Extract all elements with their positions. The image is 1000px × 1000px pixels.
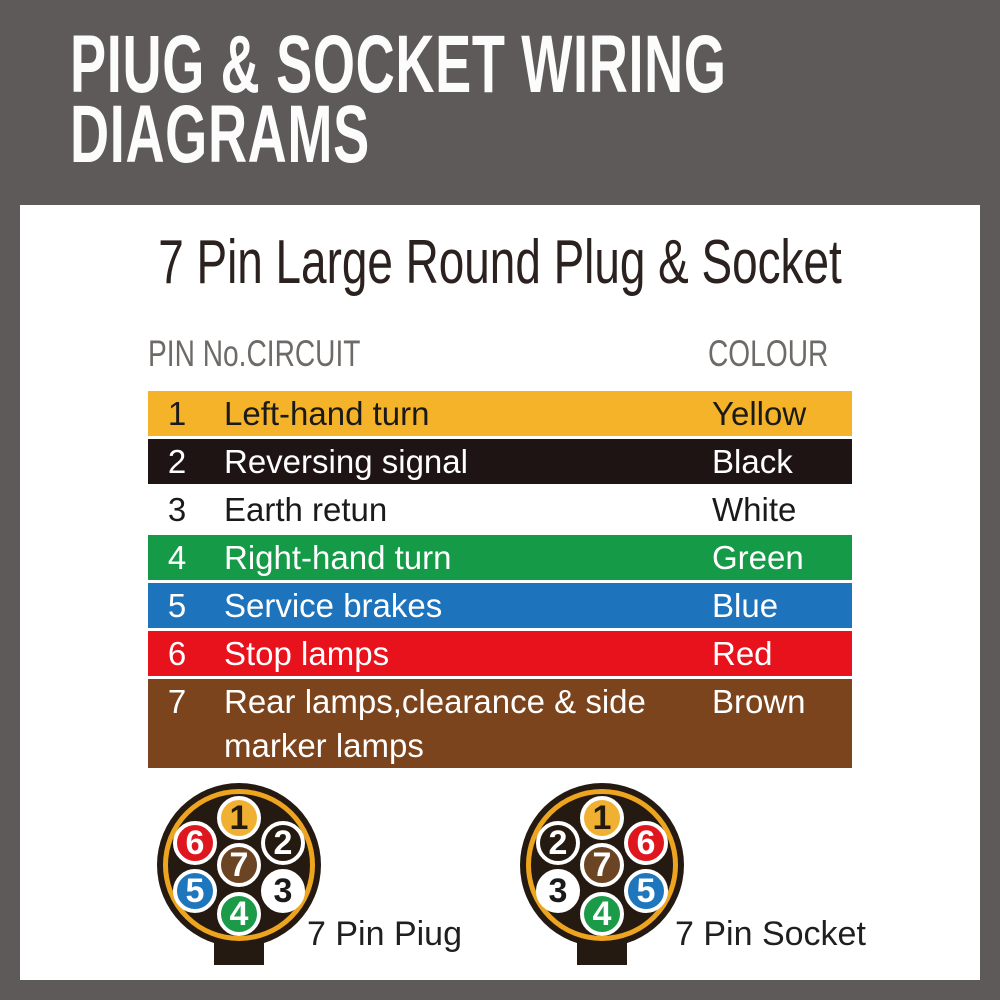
pin-number-cell: 5 bbox=[167, 587, 187, 624]
column-header-colour: COLOUR bbox=[708, 333, 829, 374]
table-row bbox=[148, 535, 852, 580]
connector-pin: 6 bbox=[624, 821, 668, 865]
banner-title-line1: PIUG & SOCKET WIRING bbox=[70, 19, 727, 110]
connector-body bbox=[520, 783, 684, 947]
pin-number-cell: 6 bbox=[167, 635, 187, 672]
connector-label: 7 Pin Socket bbox=[675, 915, 866, 953]
connector-pin: 3 bbox=[536, 869, 580, 913]
circuit-cell: Right-hand turn bbox=[224, 539, 452, 576]
connector-pin: 7 bbox=[217, 843, 261, 887]
connector-pin: 6 bbox=[173, 821, 217, 865]
table-row bbox=[148, 631, 852, 676]
colour-cell: Blue bbox=[712, 587, 779, 624]
banner-title bbox=[70, 19, 727, 180]
pin-number-cell: 3 bbox=[167, 491, 187, 528]
pin-number-cell: 4 bbox=[167, 539, 187, 576]
colour-cell: White bbox=[712, 491, 797, 528]
column-header-circuit: PIN No.CIRCUIT bbox=[148, 333, 361, 374]
circuit-cell: Service brakes bbox=[224, 587, 443, 624]
colour-cell: Red bbox=[712, 635, 773, 672]
connector-pin: 5 bbox=[173, 869, 217, 913]
pin-number-cell: 2 bbox=[167, 443, 187, 480]
connector-pin: 4 bbox=[217, 892, 261, 936]
connector-label: 7 Pin Piug bbox=[307, 915, 462, 953]
connector-pin: 2 bbox=[261, 821, 305, 865]
connector-pin: 1 bbox=[217, 796, 261, 840]
connector-pin: 5 bbox=[624, 869, 668, 913]
pin-number-cell: 1 bbox=[167, 395, 187, 432]
colour-cell: Yellow bbox=[712, 395, 807, 432]
table-row bbox=[148, 583, 852, 628]
colour-cell: Green bbox=[712, 539, 804, 576]
circuit-cell: Left-hand turn bbox=[224, 395, 430, 432]
colour-cell: Black bbox=[712, 443, 793, 480]
pin-table bbox=[148, 391, 852, 771]
table-row bbox=[148, 439, 852, 484]
banner-title-line2: DIAGRAMS bbox=[70, 89, 370, 180]
table-row bbox=[148, 487, 852, 532]
connector-body bbox=[157, 783, 321, 947]
table-row bbox=[148, 679, 852, 768]
connector-pin: 3 bbox=[261, 869, 305, 913]
circuit-cell: Stop lamps bbox=[224, 635, 390, 672]
connector-pin: 4 bbox=[580, 892, 624, 936]
socket-connector bbox=[520, 783, 684, 967]
circuit-cell: Earth retun bbox=[224, 491, 388, 528]
plug-connector bbox=[157, 783, 321, 967]
connector-pin: 2 bbox=[536, 821, 580, 865]
circuit-cell: Reversing signal bbox=[224, 443, 468, 480]
table-row bbox=[148, 391, 852, 436]
pin-number-cell: 7 bbox=[167, 683, 187, 720]
connector-pin: 1 bbox=[580, 796, 624, 840]
connector-pin: 7 bbox=[580, 843, 624, 887]
table-title: 7 Pin Large Round Plug & Socket bbox=[158, 228, 842, 297]
colour-cell: Brown bbox=[712, 683, 806, 720]
circuit-cell: Rear lamps,clearance & side marker lamps bbox=[224, 683, 646, 764]
wiring-card bbox=[20, 205, 980, 980]
